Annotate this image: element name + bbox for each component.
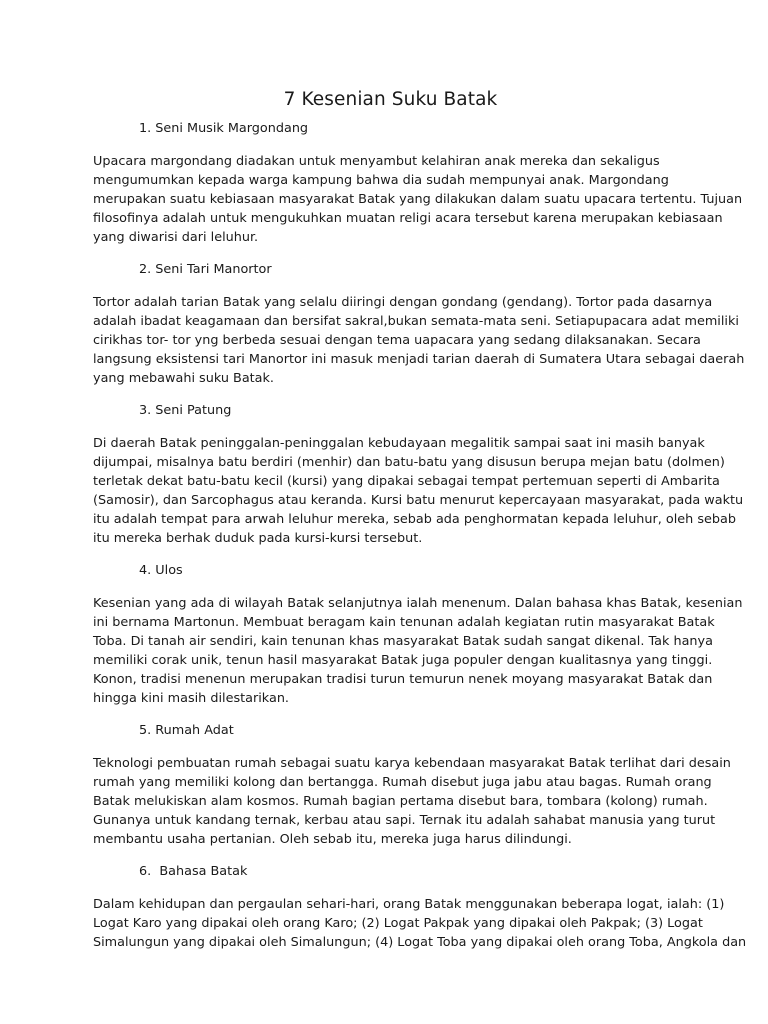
paragraph-line: Teknologi pembuatan rumah sebagai suatu karya kebendaan masyarakat Batak terlihat dari desain <box>93 756 731 771</box>
paragraph-line: merupakan suatu kebiasaan masyarakat Batak yang dilakukan dalam suatu upacara tertentu. Tujuan <box>93 192 743 207</box>
paragraph-line: Toba. Di tanah air sendiri, kain tenunan khas masyarakat Batak sudah sangat dikenal. Tak hanya <box>93 634 713 649</box>
section-heading-text: Bahasa Batak <box>155 864 248 879</box>
section-heading <box>93 722 680 740</box>
paragraph-line: Konon, tradisi menenun merupakan tradisi turun temurun nenek moyang masyarakat Batak dan <box>93 672 713 687</box>
paragraph-line: langsung eksistensi tari Manortor ini masuk menjadi tarian daerah di Sumatera Utara sebagai daerah <box>93 352 745 367</box>
paragraph-line: hingga kini masih dilestarikan. <box>93 691 289 706</box>
paragraph-line: ini bernama Martonun. Membuat beragam kain tenunan adalah kegiatan rutin masyarakat Batak <box>93 615 715 630</box>
paragraph-line: Batak melukiskan alam kosmos. Rumah bagian pertama disebut bara, tombara (kolong) rumah. <box>93 794 708 809</box>
paragraph-line: Tortor adalah tarian Batak yang selalu diiringi dengan gondang (gendang). Tortor pada dasarnya <box>93 295 713 310</box>
paragraph-line: filosofinya adalah untuk mengukuhkan muatan religi acara tersebut karena merupakan kebiasaan <box>93 211 723 226</box>
section-heading-text: Seni Patung <box>155 403 232 418</box>
paragraph-line: cirikhas tor- tor yng berbeda sesuai dengan tema uapacara yang sedang dilaksanakan. Secara <box>93 333 701 348</box>
paragraph-line: yang diwarisi dari leluhur. <box>93 230 259 245</box>
paragraph-line: terletak dekat batu-batu kecil (kursi) yang dipakai sebagai tempat pertemuan seperti di Ambarita <box>93 474 720 489</box>
section-number: 4. <box>139 563 152 578</box>
paragraph-line: memiliki corak unik, tenun hasil masyarakat Batak juga populer dengan kualitasnya yang tinggi. <box>93 653 713 668</box>
paragraph-line: adalah ibadat keagamaan dan bersifat sakral,bukan semata-mata seni. Setiapupacara adat memiliki <box>93 314 739 329</box>
paragraph-line: Simalungun yang dipakai oleh Simalungun; (4) Logat Toba yang dipakai oleh orang Toba, Angkola dan <box>93 935 747 950</box>
section-heading <box>93 863 680 881</box>
paragraph-line: Logat Karo yang dipakai oleh orang Karo; (2) Logat Pakpak yang dipakai oleh Pakpak; (3) Logat <box>93 916 703 931</box>
section-paragraph <box>93 594 743 708</box>
section-number: 5. <box>139 723 152 738</box>
paragraph-line: itu mereka berhak duduk pada kursi-kursi tersebut. <box>93 531 423 546</box>
section-number: 2. <box>139 262 152 277</box>
paragraph-line: yang mebawahi suku Batak. <box>93 371 274 386</box>
paragraph-line: membantu usaha pertanian. Oleh sebab itu, mereka juga harus dilindungi. <box>93 832 572 847</box>
paragraph-line: (Samosir), dan Sarcophagus atau keranda. Kursi batu menurut kepercayaan masyarakat, pada waktu <box>93 493 744 508</box>
section-heading <box>93 120 680 138</box>
paragraph-line: Di daerah Batak peninggalan-peninggalan kebudayaan megalitik sampai saat ini masih banyak <box>93 436 705 451</box>
section-number: 3. <box>139 403 152 418</box>
section-heading-text: Seni Musik Margondang <box>155 121 309 136</box>
section-paragraph <box>93 895 747 952</box>
paragraph-line: itu adalah tempat para arwah leluhur mereka, sebab ada penghormatan kepada leluhur, oleh sebab <box>93 512 736 527</box>
section-heading-text: Rumah Adat <box>155 723 234 738</box>
document-title: 7 Kesenian Suku Batak <box>283 89 498 110</box>
paragraph-line: Kesenian yang ada di wilayah Batak selanjutnya ialah menenum. Dalan bahasa khas Batak, kesenian <box>93 596 743 611</box>
paragraph-line: dijumpai, misalnya batu berdiri (menhir) dan batu-batu yang disusun berupa mejan batu (dolmen) <box>93 455 725 470</box>
section-heading <box>93 261 680 279</box>
section-number: 6. <box>139 864 152 879</box>
document-body <box>93 120 747 952</box>
paragraph-line: Dalam kehidupan dan pergaulan sehari-hari, orang Batak menggunakan beberapa logat, ialah: (1) <box>93 897 725 912</box>
paragraph-line: Upacara margondang diadakan untuk menyambut kelahiran anak mereka dan sekaligus <box>93 154 660 169</box>
section-paragraph <box>93 293 745 388</box>
section-heading <box>93 402 680 420</box>
paragraph-line: rumah yang memiliki kolong dan bertangga. Rumah disebut juga jabu atau bagas. Rumah orang <box>93 775 712 790</box>
section-heading <box>93 562 680 580</box>
section-paragraph <box>93 754 731 849</box>
section-heading-text: Ulos <box>155 563 183 578</box>
section-paragraph <box>93 434 744 548</box>
section-number: 1. <box>139 121 152 136</box>
paragraph-line: mengumumkan kepada warga kampung bahwa dia sudah mempunyai anak. Margondang <box>93 173 669 188</box>
section-heading-text: Seni Tari Manortor <box>155 262 272 277</box>
section-paragraph <box>93 152 743 247</box>
paragraph-line: Gunanya untuk kandang ternak, kerbau atau sapi. Ternak itu adalah sahabat manusia yang turut <box>93 813 716 828</box>
